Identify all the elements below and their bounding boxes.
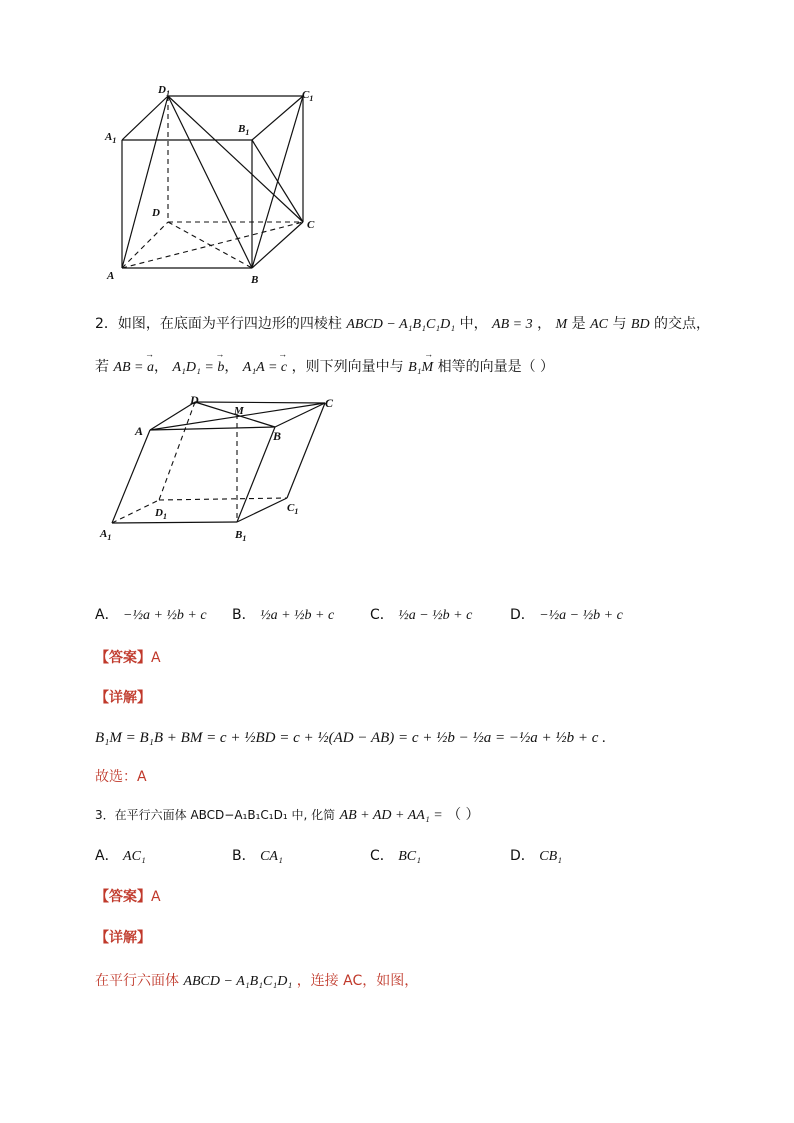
q2-option-a[interactable] [95, 604, 207, 624]
q2-text-3: ， [537, 316, 552, 332]
label-d1: $D_1$ [158, 84, 170, 98]
q3-expr: AB + AD + AA₁ = [339, 808, 443, 823]
q3-option-c-letter: C． [370, 848, 394, 864]
q2-bd: BD [630, 317, 650, 332]
q3-option-b-expr: CA₁ [260, 849, 283, 864]
q2-vec-a1d1: → A₁D₁ = b [172, 360, 224, 376]
q3-detail-prism: ABCD − A₁B₁C₁D₁ [183, 974, 293, 989]
q3-paren: （ ） [447, 807, 480, 823]
label2-a: A [135, 424, 144, 438]
q3-detail-label: 【详解】 [95, 930, 151, 946]
label-b: B [251, 274, 259, 286]
q2-option-c[interactable] [370, 604, 472, 624]
q2-ab-eq: AB = 3 [492, 317, 533, 332]
q3-option-a[interactable] [95, 845, 146, 865]
label2-a1: $A_1$ [100, 528, 112, 542]
label2-d1: $D_1$ [155, 507, 167, 521]
q2-option-d-expr: −½a − ½b + c [539, 608, 623, 623]
label2-b1: $B_1$ [235, 529, 247, 543]
q3-option-a-expr: AC₁ [123, 849, 146, 864]
q2-ac: AC [590, 317, 608, 332]
q2-vec-ab: → AB = a [113, 360, 154, 376]
label-b1: $B_1$ [238, 123, 250, 137]
q3-detail-text-1: 在平行六面体 [95, 973, 179, 989]
q3-option-a-letter: A． [95, 848, 119, 864]
q3-option-d[interactable] [510, 845, 562, 865]
q2-text-8: 相等的向量是（ ） [437, 359, 555, 375]
q2-option-d[interactable] [510, 604, 623, 624]
q3-option-c[interactable] [370, 845, 421, 865]
q3-stem [95, 804, 480, 824]
q3-answer-label: 【答案】 [95, 889, 151, 905]
q2-detail-label: 【详解】 [95, 690, 151, 706]
q2-vec-a1a: → A₁A = c [243, 360, 287, 376]
q2-text-5: 与 [612, 316, 627, 332]
label2-c: C [325, 396, 334, 410]
q3-option-d-expr: CB₁ [539, 849, 562, 864]
prism-figure [95, 390, 355, 550]
q2-text-1: 2．如图，在底面为平行四边形的四棱柱 [95, 316, 342, 332]
label-c: C [307, 219, 315, 231]
q2-option-a-expr: −½a + ½b + c [123, 608, 207, 623]
q3-option-d-letter: D． [510, 848, 535, 864]
q2-line-1 [95, 313, 710, 333]
q2-answer [95, 647, 161, 667]
q2-option-c-letter: C． [370, 607, 394, 623]
q3-answer-value: A [151, 889, 161, 905]
label-a1: $A_1$ [105, 131, 117, 145]
q2-vec-b1m: → B₁M [408, 360, 433, 376]
q3-option-c-expr: BC₁ [398, 849, 421, 864]
cube-figure [100, 80, 330, 290]
q2-option-c-expr: ½a − ½b + c [398, 608, 473, 623]
q3-detail-line [95, 970, 418, 990]
q2-answer-value: A [151, 650, 161, 666]
label-a: A [107, 270, 115, 282]
q2-text-6: 的交点， [654, 316, 711, 332]
q2-text-7: ，则下列向量中与 [291, 359, 404, 375]
q3-option-b[interactable] [232, 845, 283, 865]
q3-text: 3．在平行六面体 ABCD−A₁B₁C₁D₁ 中, 化简 [95, 808, 336, 822]
q2-option-b-expr: ½a + ½b + c [260, 608, 335, 623]
label2-m: M [234, 405, 244, 417]
q2-option-b[interactable] [232, 604, 334, 624]
q2-conclusion: 故选：A [95, 769, 147, 785]
label-d: D [152, 207, 160, 219]
q2-text-4: 是 [571, 316, 586, 332]
q2-prism: ABCD − A₁B₁C₁D₁ [346, 317, 456, 332]
q2-derivation: B₁M = B₁B + BM = c + ½BD = c + ½(AD − AB) = c + ½b − ½a = −½a + ½b + c . [95, 730, 606, 746]
q2-answer-label: 【答案】 [95, 650, 151, 666]
q2-text-2: 中， [459, 316, 488, 332]
q3-answer [95, 886, 161, 906]
q2-option-a-letter: A． [95, 607, 119, 623]
label2-d: D [190, 393, 199, 407]
label-c1: $C_1$ [302, 89, 314, 103]
q2-if: 若 [95, 359, 109, 375]
q2-line-2: 若 → AB = a， → A₁D₁ = b， → A₁A = c ，则下列向量中与 → B₁M 相等的向量是（ ） [95, 356, 554, 376]
q3-detail-text-2: ，连接 AC，如图， [296, 973, 419, 989]
label2-c1: $C_1$ [287, 502, 299, 516]
q3-option-b-letter: B． [232, 848, 256, 864]
q2-option-d-letter: D． [510, 607, 535, 623]
label2-b: B [273, 429, 282, 443]
q2-m: M [555, 317, 568, 332]
q2-option-b-letter: B． [232, 607, 256, 623]
